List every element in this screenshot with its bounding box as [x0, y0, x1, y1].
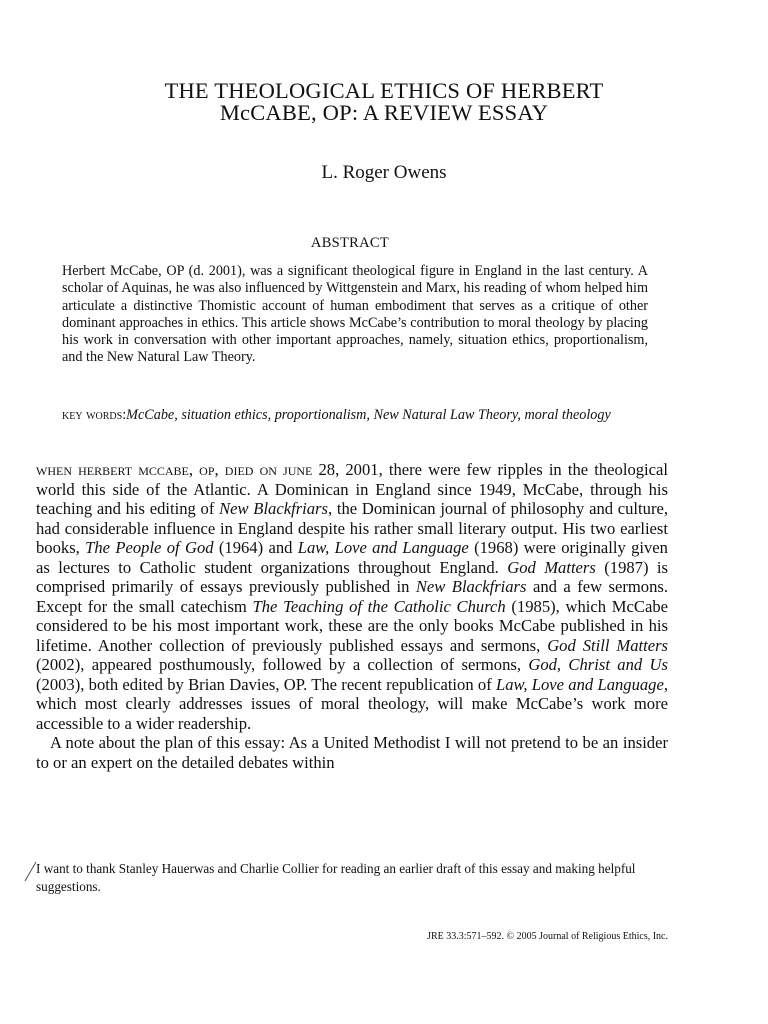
- title-law-love-language: Law, Love and Language: [496, 674, 664, 694]
- body-text-run: (1987) is comprised primarily of essays previously published in: [36, 557, 668, 596]
- title-law-love-language: Law, Love and Language: [297, 538, 469, 557]
- abstract-text: Herbert McCabe, OP (d. 2001), was a significant theological figure in England in the last century. A scholar of Aquinas, he was also influenced by Wittgenstein and Marx, his reading of whom helped him articulate a distinctive Thomistic account of human embodiment that serves as a critique of other dominant approaches in ethics. This article shows McCabe’s contribution to moral theology by placing his work in conversation with other important approaches, namely, situation ethics, proportionalism, and the New Natural Law Theory.: [62, 263, 648, 366]
- article-title-line-2: McCABE, OP: A REVIEW ESSAY: [219, 100, 549, 125]
- body-text-run: , the Dominican journal of philosophy and culture, had considerable influence in England despite his rather small literary output. His two earliest books,: [36, 499, 668, 557]
- body-text-run: (2002), appeared posthumously, followed by a collection of sermons,: [36, 655, 529, 674]
- title-teaching-catholic-church: The Teaching of the Catholic Church: [252, 596, 506, 616]
- acknowledgement-footnote: I want to thank Stanley Hauerwas and Charlie Collier for reading an earlier draft of this essay and making helpful suggestions.: [36, 861, 636, 894]
- body-paragraph-2: A note about the plan of this essay: As a United Methodist I will not pretend to be an insider to or an expert on the detailed debates within: [36, 733, 668, 772]
- article-body: [36, 460, 668, 772]
- body-text-run: (2003), both edited by Brian Davies, OP. The recent republication of: [36, 674, 496, 694]
- body-paragraph-1: [36, 460, 668, 733]
- body-text-run: 28, 2001, there were few ripples in the theological world this side of the Atlantic. A Dominican in England since 1949, McCabe, through his teaching and his editing of: [36, 460, 668, 518]
- opening-small-caps: when herbert mccabe, op, died on june: [36, 460, 313, 479]
- body-text-run: (1968) were originally given as lectures to Catholic student organizations throughout England.: [36, 538, 668, 577]
- title-god-matters: God Matters: [507, 557, 596, 577]
- title-new-blackfriars: New Blackfriars: [415, 577, 527, 596]
- title-people-of-god: The People of God: [85, 538, 214, 557]
- article-title: [40, 80, 728, 124]
- keywords-label: key words:: [62, 407, 127, 423]
- keywords: [62, 406, 662, 424]
- title-god-still-matters: God Still Matters: [547, 635, 668, 655]
- body-text-run: and a few sermons. Except for the small catechism: [36, 577, 668, 616]
- title-god-christ-us: God, Christ and Us: [528, 655, 668, 674]
- article-title-line-1: THE THEOLOGICAL ETHICS OF HERBERT: [164, 78, 604, 103]
- abstract-heading: ABSTRACT: [310, 235, 390, 251]
- body-text-run: (1964) and: [213, 538, 298, 557]
- author-name: L. Roger Owens: [321, 162, 447, 183]
- journal-citation: JRE 33.3:571–592. © 2005 Journal of Religious Ethics, Inc.: [427, 931, 668, 942]
- body-text-run: (1985), which McCabe considered to be his most important work, these are the only books McCabe published in his lifetime. Another collection of previously published essays and sermons,: [36, 596, 668, 655]
- body-text-run: , which most clearly addresses issues of moral theology, will make McCabe’s work more accessible to a wider readership.: [36, 674, 668, 733]
- keywords-terms: McCabe, situation ethics, proportionalism, New Natural Law Theory, moral theology: [126, 407, 611, 423]
- title-new-blackfriars: New Blackfriars: [219, 499, 328, 518]
